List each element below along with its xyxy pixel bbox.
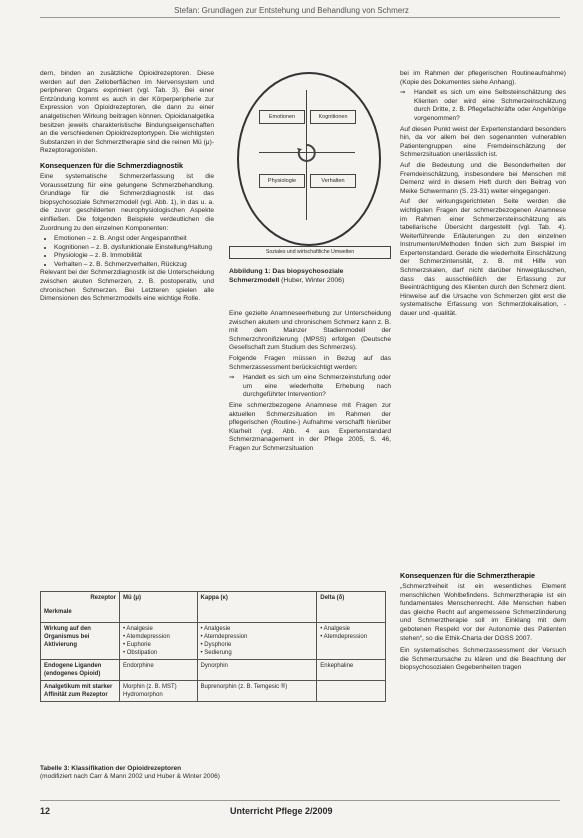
paragraph: Eine gezielte Anamneseerhebung zur Unterscheidung zwischen akutem und chronischem Schmerz kann z. B. mit dem Mainzer Stadienmodell der Schmerzchronifizierung (MPSS) erfolgen (Deutsche Gesellschaft zum Studium des Schmerzes). [229,310,391,352]
arrow-icon: ⇒ [229,374,235,382]
table-row [41,660,386,681]
column-middle [229,310,391,456]
page-number: 12 [40,806,51,816]
table-caption-title: Tabelle 3: Klassifikation der Opioidrezeptoren [40,765,182,772]
box-physiologie: Physiologie [259,174,305,188]
running-header: Stefan: Grundlagen zur Entstehung und Behandlung von Schmerz [174,6,409,15]
opioid-receptor-table [40,591,386,702]
table-header-row [41,592,386,623]
row-label: Analgetikum mit starker Affinität zum Rezeptor [41,681,120,702]
cell: • Analgesie • Atemdepression [317,623,386,660]
cell: Endorphine [120,660,198,681]
cell [317,681,386,702]
col-header-kappa: Kappa (κ) [197,592,317,623]
row-label: Wirkung auf den Organismus bei Aktivierung [41,623,120,660]
cell: Enkephaline [317,660,386,681]
bullet-list [40,235,214,269]
arrow-question [400,89,566,123]
figure-caption-title: Abbildung 1: Das biopsychosoziale Schmerzmodell [229,268,344,284]
paragraph: dern, binden an zusätzliche Opioidrezeptoren. Diese werden auf den Zelloberflächen im Nervensystem und peripheren Organs exprimiert (vgl. Tab. 3). Bei einer Entzündung kommt es auch in der Körperperipherie zur Expression von Opioidrezeptoren, die dann zu einer analgetischen Wirkung beitragen können. Opioidanalgetika besitzen jeweils charakteristische Bindungseigenschaften an die verschiedenen Opioidrezeptortypen. Die wichtigsten Substanzen in der Schmerztherapie sind die reinen Mü (μ)-Rezeptoragonisten. [40,70,214,155]
table-row [41,681,386,702]
arrow-question [229,374,391,400]
paragraph: Ein systematisches Schmerzassessment der Versuch die Schmerzursache zu klären und die Beachtung der biopsychosozialen Gegebenheiten tragen [400,647,566,672]
figure-caption [229,268,389,285]
cell: Morphin (z. B. MST) Hydromorphon [120,681,198,702]
paragraph: Eine schmerzbezogene Anamnese mit Fragen zur aktuellen Schmerzsituation im Rahmen der pflegerischen (Routine-) Aufnahme verschafft hierüber Klarheit (vgl. Abb. 4 aus Expertenstandard Schmerzmanagement in der Pflege 2005, S. 46, Fragen zur Schmerzsituation [229,401,391,452]
paragraph: bei im Rahmen der pflegerischen Routineaufnahme) (Kopie des Dokumentes siehe Anhang). [400,70,566,86]
paragraph: Auf die Bedeutung und die Besonderheiten der Fremdeinschätzung, insbesondere bei Menschen mit Demenz wird in diesem Heft durch den Beitrag von Meike Schwermann (S. 23-31) weiter eingegangen. [400,161,566,195]
arrow-text: Handelt es sich um eine Selbsteinschätzung des Klienten oder wird eine Schmerzeinschätzung durch Dritte, z. B. Pflegefachkräfte oder Angehörige vorgenommen? [414,89,566,122]
section-heading: Konsequenzen für die Schmerzdiagnostik [40,160,183,170]
arrow-icon: ⇒ [400,89,406,97]
list-item: • Kognitionen – z. B. dysfunktionale Einstellung/Haltung [54,244,214,253]
cell: • Analgesie • Atemdepression • Dysphorie • Sedierung [197,623,317,660]
paragraph: Eine systematische Schmerzerfassung ist die Voraussetzung für eine gelungene Schmerzbehandlung. Grundlage für die Schmerzdiagnostik ist das biopsychosoziale Schmerzmodell (vgl. Abb. 1), in das u. a. die zuvor geschilderten neurophysiologischen Aspekte einfließen. Die folgenden Beispiele verdeutlichen die Zuordnung zu den einzelnen Komponenten: [40,172,214,232]
journal-name: Unterricht Pflege 2/2009 [230,806,333,816]
table-caption-source: (modifiziert nach Carr & Mann 2002 und Huber & Winter 2006) [40,773,220,780]
table-corner [41,592,120,623]
box-kognitionen: Kognitionen [310,110,356,124]
cell: Dynorphin [197,660,317,681]
cell: • Analgesie • Atemdepression • Euphorie • Obstipation [120,623,198,660]
list-item: • Physiologie – z. B. Immobilität [54,252,214,261]
cell: Buprenorphin (z. B. Temgesic ®) [197,681,317,702]
figure-caption-source: (Huber, Winter 2006) [281,276,345,284]
column-left [40,70,214,306]
header-rule [40,17,560,18]
list-item: • Verhalten – z. B. Schmerzverhalten, Rückzug [54,261,214,270]
paragraph: Auf diesen Punkt weist der Expertenstandard besonders hin, da vor allem bei den sogenannten vulnerablen Patientengruppen eine Fremdeinschätzung der Schmerzsituation unerlässlich ist. [400,125,566,159]
column-right [400,70,566,321]
section-heading: Konsequenzen für die Schmerztherapie [400,571,535,580]
corner-top: Rezeptor [90,595,116,601]
row-label: Endogene Liganden (endogenes Opioid) [41,660,120,681]
paragraph: Relevant bei der Schmerzdiagnostik ist die Unterscheidung zwischen akuten Schmerzen, z. B. postoperativ, und chronischen Schmerzen. Bei Letzteren spielen alle Dimensionen des Schmerzmodells eine wichtige Rolle. [40,269,214,303]
paragraph: Folgende Fragen müssen in Bezug auf das Schmerzassessment berücksichtigt werden: [229,354,391,371]
col-header-mu: Mü (μ) [120,592,198,623]
cycle-icon [295,142,317,164]
arrow-text: Handelt es sich um eine Schmerzeinstufung oder um eine wiederholte Erhebung nach durchgeführter Intervention? [243,374,391,399]
table-row [41,623,386,660]
footer-rule [40,800,560,801]
column-right-lower [400,566,566,675]
environment-box: Soziales und wirtschaftliche Umwelten [229,246,391,259]
box-verhalten: Verhalten [310,174,356,188]
corner-bottom: Merkmale [44,609,72,615]
col-header-delta: Delta (δ) [317,592,386,623]
box-emotionen: Emotionen [259,110,305,124]
list-item: • Emotionen – z. B. Angst oder Angespanntheit [54,235,214,244]
paragraph: Auf der wirkungsgerichteten Seite werden die wichtigsten Fragen der schmerzbezogenen Anamnese im Rahmen einer Schmerzersteinschätzung als tabellarische Übersicht dargestellt (vgl. Tab. 4). Weiterführende Erläuterungen zu den einzelnen Instrumenten/Methoden finden sich zum Beispiel im Expertenstandard. Gerade die wiederholte Einschätzung der Schmerzintensität, z. B. mit Hilfe von Schmerzskalen, darf nicht darüber hinwegtäuschen, dass das ausschließlich der Erfassung zur Beeinträchtigung des Klienten durch den Schmerz dient. Hinweise auf die Ursache von Schmerzen gibt erst die systematische Erfassung von Schmerzlokalisation, -dauer und -qualität. [400,198,566,318]
biopsychosocial-diagram [229,68,389,268]
paragraph: „Schmerzfreiheit ist ein wesentliches Element menschlichen Wohlbefindens. Schmerztherapie ist ein fundamentales Menschenrecht. Alle Menschen haben das gleiche Recht auf angemessene Schmerzlinderung und Schmerztherapie soll im Einklang mit dem gebotenen Respekt vor der Autonomie des Patienten stehen“, so die Ethik-Charta der DGSS 2007. [400,583,566,642]
table-caption [40,765,386,781]
